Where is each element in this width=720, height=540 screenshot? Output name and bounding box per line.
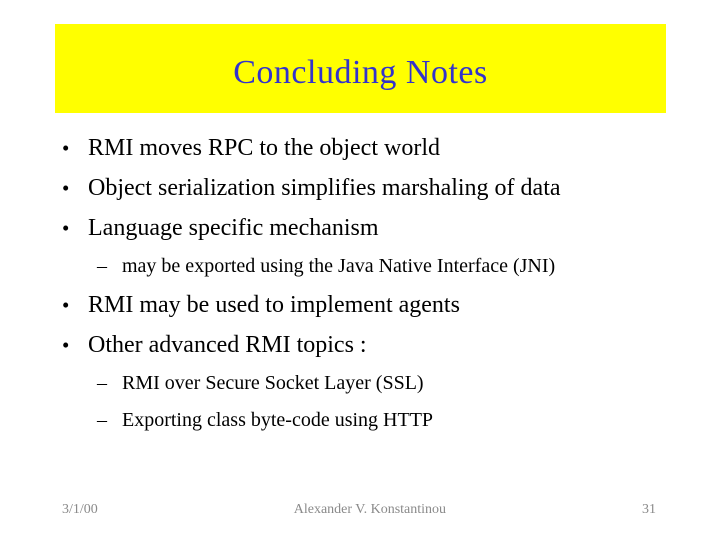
dash-marker: – [97,255,107,277]
dash-marker: – [97,409,107,431]
footer-page-number: 31 [642,502,656,517]
sub-bullet-item [55,365,680,402]
bullet-marker: • [62,135,70,160]
bullet-text: may be exported using the Java Native Interface (JNI) [122,255,556,277]
slide-body [55,128,680,439]
bullet-text: Object serialization simplifies marshaling of data [88,174,561,201]
bullet-marker: • [62,332,70,357]
title-bar [55,24,666,113]
bullet-text: RMI may be used to implement agents [88,291,460,318]
dash-marker: – [97,372,107,394]
slide-footer [55,502,666,518]
bullet-text: Language specific mechanism [88,214,379,241]
bullet-marker: • [62,292,70,317]
bullet-text: Exporting class byte-code using HTTP [122,409,434,431]
bullet-text: RMI over Secure Socket Layer (SSL) [122,372,424,394]
bullet-item [55,325,680,365]
bullet-item [55,285,680,325]
footer-date: 3/1/00 [62,502,98,517]
sub-bullet-item [55,248,680,285]
bullet-marker: • [62,215,70,240]
bullet-item [55,168,680,208]
bullet-item [55,128,680,168]
slide-title: Concluding Notes [233,53,488,91]
footer-author: Alexander V. Konstantinou [293,502,447,517]
sub-bullet-item [55,402,680,439]
bullet-item [55,208,680,248]
bullet-text: RMI moves RPC to the object world [88,134,440,161]
bullet-text: Other advanced RMI topics : [88,331,367,358]
bullet-marker: • [62,175,70,200]
